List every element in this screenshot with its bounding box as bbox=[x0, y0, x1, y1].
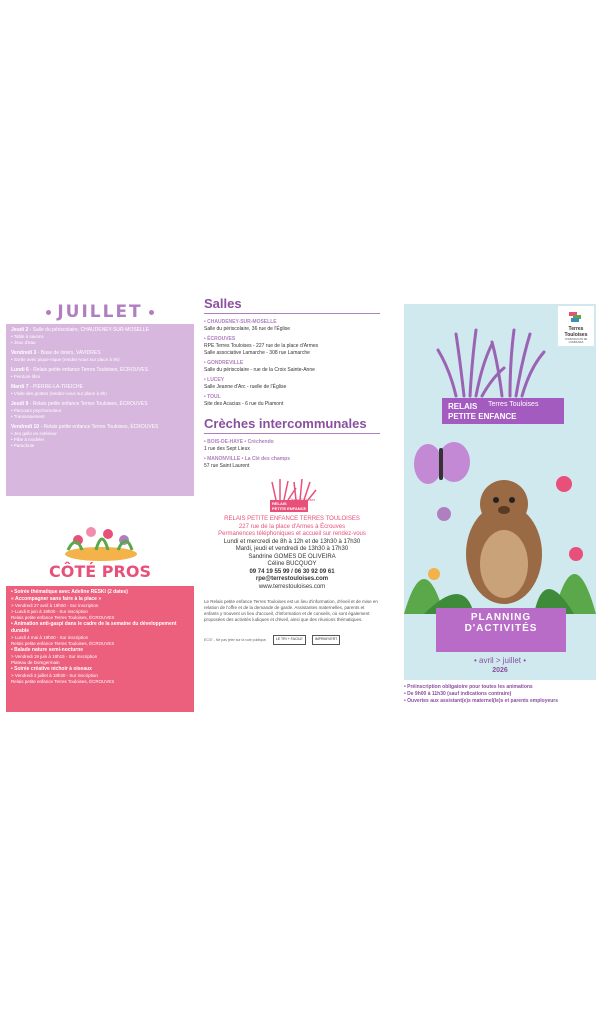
pro-event-detail: > Vendredi 3 juillet à 18h30 - Sur inscription bbox=[11, 673, 98, 678]
left-panel bbox=[6, 296, 194, 724]
flower-bed-illustration bbox=[56, 514, 146, 562]
salles-title: Salles bbox=[204, 296, 242, 311]
list-item bbox=[11, 401, 189, 420]
pro-event-heading: • Soirée créative nichoir à oiseaux bbox=[11, 666, 92, 672]
event-activity: • Sortie avec pique-nique (rendez-vous sur place à 9h) bbox=[11, 357, 120, 362]
planning-title-box: PLANNING D'ACTIVITÉS bbox=[436, 608, 566, 652]
relais-logo-small: RELAIS PETITE ENFANCE Terres Touloises bbox=[262, 476, 322, 514]
permanences: Permanences téléphoniques et accueil sur rendez-vous bbox=[218, 531, 366, 537]
footer-logos: EC07 - Ne pas jeter sur la voie publique. LE TRI + FACILE IMPRIM'VERT bbox=[204, 635, 380, 645]
event-activity: • Parcours psychomoteur bbox=[11, 408, 62, 413]
brochure-sheet bbox=[0, 296, 600, 724]
location-address: Salle Jeanne d'Arc - ruelle de l'Église bbox=[204, 384, 287, 390]
org-name: RELAIS PETITE ENFANCE TERRES TOULOISES bbox=[224, 516, 360, 522]
location-address: Salle du périscolaire - rue de la Croix Sainte-Anne bbox=[204, 367, 315, 373]
intro-paragraph: Le Relais petite enfance Terres Touloises est un lieu d'information, d'éveil et de mise en relation de l'offre et de la demande de garde. Assistantes maternelles, parents et enfants y trouvent un lieu d'accueil, d'information et de conseils, où sont également proposées des activités ludiques et d'éveil, ainsi que des réunions thématiques. bbox=[204, 599, 378, 622]
terres-touloises-logo: Terres Touloises COMMUNAUTÉ DE COMMUNES bbox=[558, 306, 594, 346]
location-address: Salle du périscolaire, 36 rue de l'Église bbox=[204, 326, 291, 332]
recycling-logo: LE TRI + FACILE bbox=[273, 635, 306, 645]
relais-badge: RELAIS Terres Touloises PETITE ENFANCE bbox=[442, 398, 564, 424]
hands-illustration bbox=[426, 320, 556, 400]
event-heading: Mardi 7 - PIERRE-LA-TREICHE bbox=[11, 384, 83, 390]
pro-event-detail: Relais petite enfance Terres Touloises, ÉCROUVES bbox=[11, 679, 115, 684]
pro-event-heading: • Balade nature semi-nocturne bbox=[11, 647, 84, 653]
location-address: 57 rue Saint Laurent bbox=[204, 463, 250, 469]
event-heading: Vendredi 3 - Base de loisirs, VAVIDRES bbox=[11, 350, 101, 356]
pro-event-detail: Relais petite enfance Terres Touloises, ÉCROUVES bbox=[11, 641, 115, 646]
web-link[interactable]: www.terrestouloises.com bbox=[258, 583, 326, 590]
location-name: • CHAUDENEY-SUR-MOSELLE bbox=[204, 319, 277, 325]
creches-title: Crèches intercommunales bbox=[204, 416, 367, 431]
location-name: • GONDREVILLE bbox=[204, 360, 244, 366]
cover-illustration bbox=[404, 304, 596, 680]
cover-note: • De 9h00 à 11h30 (sauf indications contraire) bbox=[404, 691, 512, 697]
pro-event-detail: > Vendredi 19 juin à 18h15 - Sur inscription bbox=[11, 654, 98, 659]
july-events-box bbox=[6, 324, 194, 496]
salles-list bbox=[204, 319, 380, 408]
location-address: Site des Acacias - 6 rue du Piamont bbox=[204, 401, 284, 407]
juillet-title: JUILLET bbox=[6, 302, 194, 322]
contact-block: RELAIS PETITE ENFANCE TERRES TOULOISES 227 rue de la place d'Armes à Écrouves Permanences téléphoniques et accueil sur rendez-vous Lundi et mercredi de 8h à 12h et de 13h30 à 17h30 Mardi, jeudi et vendredi de 13h30 à 17h30 Sandrine GOMES DE OLIVEIRA Céline BUCQUOY 09 74 19 55 99 / 06 30 92 09 61 rpe@terrestouloises.com www.terrestouloises.com bbox=[204, 516, 380, 591]
location-name: • BOIS-DE-HAYE • Crèchendo bbox=[204, 439, 274, 445]
list-item bbox=[11, 424, 189, 449]
pro-event-detail: > Vendredi 27 avril à 19h00 - Sur inscription bbox=[11, 603, 99, 608]
marmot-garden-illustration bbox=[404, 434, 596, 614]
pro-event-heading: « Accompagner sans faire à la place » bbox=[11, 596, 102, 602]
event-day: Jeudi 9 bbox=[11, 401, 29, 407]
event-day: Lundi 6 bbox=[11, 367, 29, 373]
event-activity: • Visite des grottes (rendez-vous sur place à 9h) bbox=[11, 391, 107, 396]
cover-year: 2026 bbox=[492, 667, 508, 674]
creches-list bbox=[204, 439, 380, 470]
location-name: • ÉCROUVES bbox=[204, 336, 236, 342]
event-activity: • Transvasement bbox=[11, 414, 45, 419]
event-activity: • Pâte à modeler bbox=[11, 437, 45, 442]
event-heading: Jeudi 9 - Relais petite enfance Terres Touloises, ÉCROUVES bbox=[11, 401, 148, 407]
location-address: Salle associative Lamarche - 308 rue Lamarche bbox=[204, 350, 310, 356]
event-heading: Vendredi 10 - Relais petite enfance Terres Touloises, ÉCROUVES bbox=[11, 424, 159, 430]
pros-events-box bbox=[6, 586, 194, 712]
event-heading: Lundi 6 - Relais petite enfance Terres Touloises, ÉCROUVES bbox=[11, 367, 149, 373]
cover-panel bbox=[404, 304, 596, 724]
location-name: • LUCEY bbox=[204, 377, 225, 383]
org-address: 227 rue de la place d'Armes à Écrouves bbox=[238, 523, 346, 530]
cover-note: • Préinscription obligatoire pour toutes les animations bbox=[404, 684, 533, 690]
pro-event-heading: • Soirée thématique avec Adeline RESKI (2 dates) bbox=[11, 589, 128, 595]
pros-title: CÔTÉ PROS bbox=[49, 562, 151, 581]
location-name: • TOUL bbox=[204, 394, 221, 400]
event-activity: • Jeu gallo en extérieur bbox=[11, 431, 57, 436]
pro-event-detail: Plateau de Domgermain bbox=[11, 660, 60, 665]
list-item bbox=[11, 384, 189, 397]
event-heading: Jeudi 2 - Salle du périscolaire, CHAUDENEY-SUR-MOSELLE bbox=[11, 327, 149, 333]
list-item bbox=[11, 350, 189, 363]
event-day: Jeudi 2 bbox=[11, 327, 29, 333]
location-name: • MANONVILLE • La Clé des champs bbox=[204, 456, 291, 462]
divider bbox=[204, 313, 380, 314]
imprimvert-logo: IMPRIM'VERT bbox=[312, 635, 341, 645]
divider bbox=[204, 433, 380, 434]
event-activity: • Peinture libre bbox=[11, 374, 41, 379]
pro-event-detail: > Lundi 4 mai à 19h00 - Sur inscription bbox=[11, 635, 89, 640]
pro-event-heading: • Animation anti-gaspi dans le cadre de la semaine du développement durable bbox=[11, 621, 177, 634]
pro-event-detail: > Lundi 8 juin à 19h00 - Sur inscription bbox=[11, 609, 88, 614]
cover-dates: • avril > juillet • bbox=[473, 656, 527, 665]
location-address: 1 rue des Sept Lieux bbox=[204, 446, 250, 452]
event-day: Vendredi 3 bbox=[11, 350, 37, 356]
phone-numbers: 09 74 19 55 99 / 06 30 92 09 61 bbox=[249, 568, 335, 575]
middle-panel bbox=[204, 296, 380, 724]
tt-mark-icon bbox=[569, 312, 583, 322]
list-item bbox=[11, 367, 189, 380]
event-day: Vendredi 10 bbox=[11, 424, 40, 430]
pro-event-detail: Relais petite enfance Terres Touloises, ÉCROUVES bbox=[11, 615, 115, 620]
list-item bbox=[11, 327, 189, 346]
event-day: Mardi 7 bbox=[11, 384, 29, 390]
cover-notes bbox=[404, 684, 596, 705]
event-activity: • Parachute bbox=[11, 443, 35, 448]
email-link[interactable]: rpe@terrestouloises.com bbox=[255, 576, 329, 582]
location-address: RPE Terres Touloises - 227 rue de la place d'Armes bbox=[204, 343, 319, 349]
cover-note: • Ouvertes aux assistant(e)s maternel(le)s et parents employeurs bbox=[404, 698, 559, 704]
event-activity: • Jeux d'eau bbox=[11, 340, 36, 345]
event-activity: • Table à savons bbox=[11, 334, 44, 339]
